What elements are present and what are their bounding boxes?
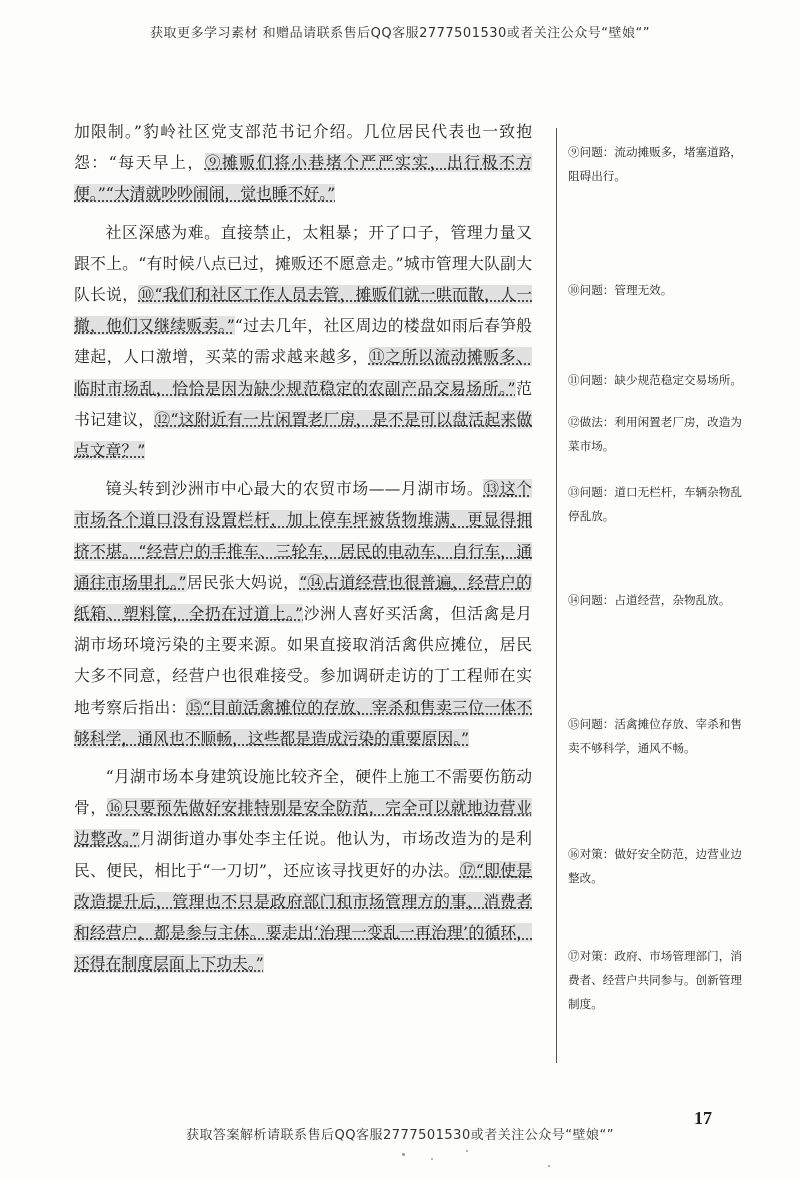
margin-note: ⑪问题：缺少规范稳定交易场所。 — [568, 373, 742, 387]
margin-note: ⑨问题：流动摊贩多，堵塞道路，阻碍出行。 — [568, 145, 742, 183]
margin-note: ⑭问题：占道经营，杂物乱放。 — [568, 593, 731, 607]
margin-note: ⑩问题：管理无效。 — [568, 283, 673, 297]
margin-note: ⑯对策：做好安全防范，边营业边整改。 — [568, 847, 742, 885]
highlighted-sentence: ⑫“这附近有一片闲置老厂房，是不是可以盘活起来做点文章？” — [74, 409, 532, 461]
highlighted-sentence: ⑮“目前活禽摊位的存放、宰杀和售卖三位一体不够科学，通风也不顺畅，这些都是造成污染的重要原因。” — [74, 697, 532, 748]
page-header: 获取更多学习素材 和赠品请联系售后QQ客服2777501530或者关注公众号“壁娘“” — [149, 26, 650, 41]
scan-speck — [466, 1150, 468, 1152]
paragraph — [74, 116, 532, 210]
margin-note: ⑬问题：道口无栏杆，车辆杂物乱停乱放。 — [568, 485, 742, 523]
margin-note: ⑫做法：利用闲置老厂房，改造为菜市场。 — [568, 415, 742, 453]
highlighted-sentence: ⑨摊贩们将小巷堵个严严实实，出行极不方便。”“大清就吵吵闹闹，觉也睡不好。” — [74, 153, 532, 204]
sentence: 社区深感为难。直接禁止，太粗暴；开了口子，管理力量又跟不上。“有时候八点已过，摊贩还不愿意走。”城市管理大队副大队长说， — [74, 222, 532, 305]
scan-speck — [402, 1153, 405, 1156]
sentence: 沙洲人喜好买活禽，但活禽是月湖市场环境污染的主要来源。如果直接取消活禽供应摊位，居民大多不同意，经营户也很难接受。参加调研走访的丁工程师在实地考察后指出： — [74, 604, 532, 717]
page-number: 17 — [694, 1108, 712, 1128]
margin-note: ⑮问题：活禽摊位存放、宰杀和售卖不够科学，通风不畅。 — [568, 717, 742, 755]
sentence: 镜头转到沙洲市中心最大的农贸市场——月湖市场。 — [105, 479, 484, 499]
scan-speck — [431, 1158, 433, 1160]
highlighted-sentence: “⑭占道经营也很普遍，经营户的纸箱、塑料筐，全扔在过道上。” — [74, 572, 532, 624]
article-body — [74, 116, 532, 986]
highlighted-sentence: ⑪之所以流动摊贩多、临时市场乱，恰恰是因为缺少规范稳定的农副产品交易场所。” — [74, 347, 532, 398]
paragraph — [74, 761, 532, 979]
highlighted-sentence: ⑩“我们和社区工作人员去管，摊贩们就一哄而散，人一撤，他们又继续贩卖。” — [74, 285, 532, 336]
page-footer: 获取答案解析请联系售后QQ客服2777501530或者关注公众号“壁娘“” — [186, 1128, 614, 1143]
scan-speck — [548, 1165, 550, 1167]
margin-note: ⑰对策：政府、市场管理部门，消费者、经营户共同参与。创新管理制度。 — [568, 949, 742, 1011]
paragraph — [74, 473, 532, 754]
highlighted-sentence: ⑰“即使是改造提升后，管理也不只是政府部门和市场管理方的事，消费者和经营户，都是参与主体。要走出‘治理一变乱一再治理’的循环，还得在制度层面上下功夫。” — [74, 860, 532, 974]
sentence: “月湖市场本身建筑设施比较齐全，硬件上施工不需要伤筋动骨， — [74, 767, 532, 818]
sentence: 加限制。”豹岭社区党支部范书记介绍。几位居民代表也一致抱怨：“每天早上， — [74, 122, 532, 173]
sentence: 月湖街道办事处李主任说。他认为，市场改造为的是利民、便民，相比于“一刀切”，还应该寻找更好的办法。 — [74, 829, 532, 880]
paragraph — [74, 217, 532, 467]
margin-divider — [556, 128, 557, 1063]
highlighted-sentence: ⑬这个市场各个道口没有设置栏杆，加上停车坪被货物堆满，更显得拥挤不堪。“经营户的手推车、三轮车，居民的电动车、自行车，通通往市场里扎。” — [74, 479, 532, 592]
sentence: “过去几年，社区周边的楼盘如雨后春笋般建起，人口激增，买菜的需求越来越多， — [74, 316, 532, 367]
sentence: 范书记建议， — [74, 378, 532, 429]
highlighted-sentence: ⑯只要预先做好安排特别是安全防范，完全可以就地边营业边整改。” — [74, 798, 532, 849]
sentence: 居民张大妈说， — [186, 572, 300, 592]
